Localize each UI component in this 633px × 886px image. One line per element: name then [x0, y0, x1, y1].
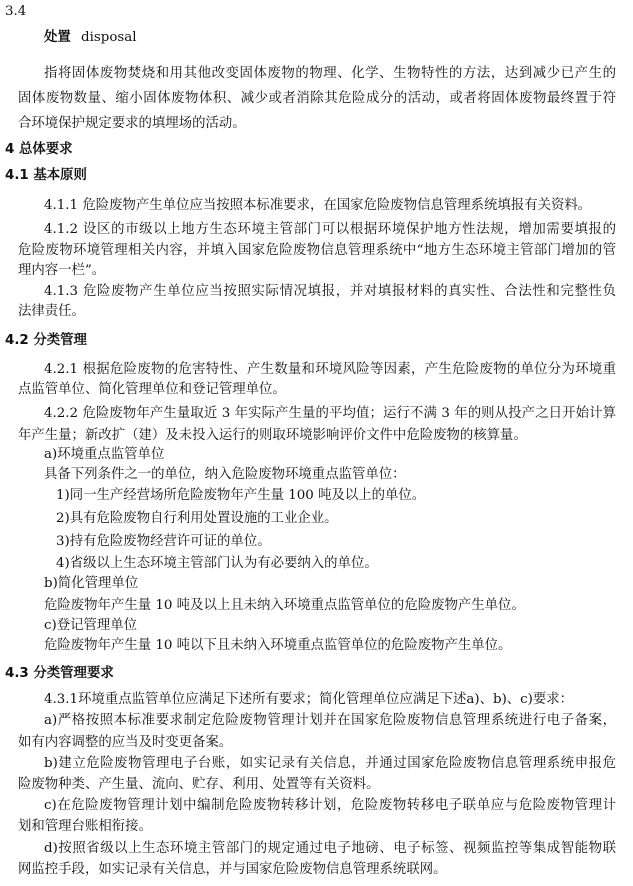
term-heading [44, 28, 137, 48]
list-item: 4)省级以上生态环境主管部门认为有必要纳入的单位。 [56, 556, 378, 571]
clause-4-2-1-line-2: 点监管单位、简化管理单位和登记管理单位。 [18, 382, 286, 397]
section-4-1-heading: 4.1 基本原则 [5, 168, 87, 183]
section-4-heading: 4 总体要求 [5, 142, 73, 157]
clause-4-3-1: 4.3.1环境重点监管单位应满足下述所有要求；简化管理单位应满足下述a)、b)、c)要求： [44, 692, 574, 707]
clause-4-2-2-line-1: 4.2.2 危险废物年产生量取近 3 年实际产生量的平均值；运行不满 3 年的则从投产之日开始计算 [44, 406, 616, 421]
definition-line-1: 指将固体废物焚烧和用其他改变固体废物的物理、化学、生物特性的方法，达到减少已产生的 [44, 66, 616, 81]
clause-4-1-2-line-3: 理内容一栏”。 [18, 263, 106, 278]
definition-line-2: 固体废物数量、缩小固体废物体积、减少或者消除其危险成分的活动，或者将固体废物最终置于符 [18, 91, 616, 106]
clause-number: 3.4 [5, 4, 27, 19]
req-b-line-2: 险废物种类、产生量、流向、贮存、利用、处置等有关资料。 [18, 777, 380, 792]
req-a-line-2: 如有内容调整的应当及时变更备案。 [18, 735, 233, 750]
list-item: 1)同一生产经营场所危险废物年产生量 100 吨及以上的单位。 [56, 488, 426, 503]
req-c-line-1: c)在危险废物管理计划中编制危险废物转移计划，危险废物转移电子联单应与危险废物管理计 [44, 798, 616, 813]
term-en: disposal [81, 30, 137, 45]
clause-4-1-2-line-2: 危险废物环境管理相关内容，并填入国家危险废物信息管理系统中“地方生态环境主管部门增加的管 [18, 243, 616, 258]
section-4-3-heading: 4.3 分类管理要求 [5, 666, 114, 681]
clause-4-1-2-line-1: 4.1.2 设区的市级以上地方生态环境主管部门可以根据环境保护地方性法规，增加需要填报的 [44, 222, 616, 237]
item-c-text: 危险废物年产生量 10 吨以下且未纳入环境重点监管单位的危险废物产生单位。 [44, 638, 512, 653]
list-item: 2)具有危险废物自行利用处置设施的工业企业。 [56, 511, 338, 526]
definition-line-3: 合环境保护规定要求的填埋场的活动。 [18, 116, 246, 131]
list-item: 3)持有危险废物经营许可证的单位。 [56, 534, 271, 549]
req-b-line-1: b)建立危险废物管理电子台账，如实记录有关信息，并通过国家危险废物信息管理系统申报危 [44, 756, 616, 771]
item-b-label: b)简化管理单位 [44, 576, 139, 591]
item-a-label: a)环境重点监管单位 [44, 447, 165, 462]
clause-4-1-3-line-2: 法律责任。 [18, 304, 85, 319]
item-c-label: c)登记管理单位 [44, 618, 138, 633]
req-d-line-1: d)按照省级以上生态环境主管部门的规定通过电子地磅、电子标签、视频监控等集成智能物联 [44, 841, 616, 856]
section-4-2-heading: 4.2 分类管理 [5, 333, 87, 348]
item-a-intro: 具备下列条件之一的单位，纳入危险废物环境重点监管单位： [44, 467, 406, 482]
clause-4-1-3-line-1: 4.1.3 危险废物产生单位应当按照实际情况填报，并对填报材料的真实性、合法性和完整性负 [44, 284, 616, 299]
clause-4-2-1-line-1: 4.2.1 根据危险废物的危害特性、产生数量和环境风险等因素，产生危险废物的单位分为环境重 [44, 362, 616, 377]
req-d-line-2: 网监控手段，如实记录有关信息，并与国家危险废物信息管理系统联网。 [18, 862, 447, 877]
clause-4-1-1: 4.1.1 危险废物产生单位应当按照本标准要求，在国家危险废物信息管理系统填报有关资料。 [44, 198, 592, 213]
req-a-line-1: a)严格按照本标准要求制定危险废物管理计划并在国家危险废物信息管理系统进行电子备案， [44, 713, 616, 728]
clause-4-2-2-line-2: 年产生量；新改扩（建）及未投入运行的则取环境影响评价文件中危险废物的核算量。 [18, 428, 527, 443]
req-c-line-2: 划和管理台账相衔接。 [18, 819, 152, 834]
term-cn: 处置 [44, 30, 71, 45]
item-b-text: 危险废物年产生量 10 吨及以上且未纳入环境重点监管单位的危险废物产生单位。 [44, 598, 525, 613]
